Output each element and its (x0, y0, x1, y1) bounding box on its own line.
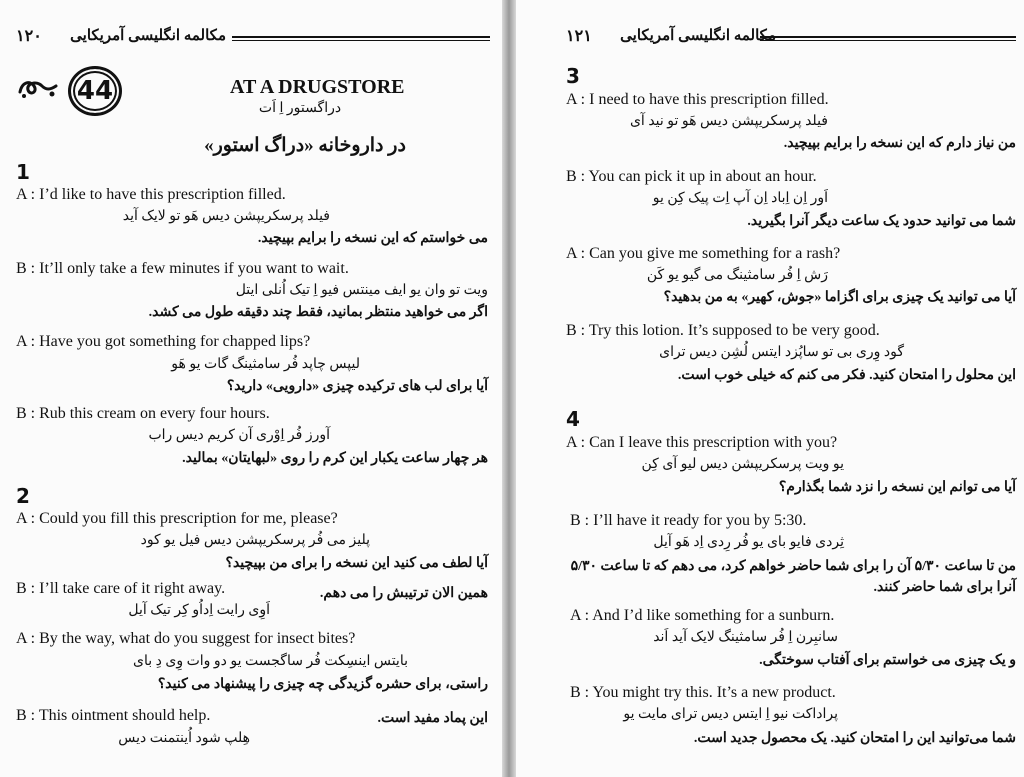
dialogue-transliteration: بایتس اینسِکت فُر ساگجست یو دو وات وِی دِ بای (133, 654, 408, 669)
dialogue-english: A : I need to have this prescription filled. (566, 91, 829, 108)
left-page-header (0, 26, 502, 48)
running-title: مکالمه انگلیسی آمریکایی (620, 28, 776, 44)
lesson-title-transliteration: دراگستور اِ اَت (258, 101, 342, 116)
dialogue-persian: این پماد مفید است. (377, 711, 488, 726)
section-number: 4 (566, 407, 580, 431)
dialogue-persian: آیا می توانم این نسخه را نزد شما بگذارم؟ (778, 480, 1016, 495)
left-page (0, 0, 502, 777)
dialogue-transliteration: ثِردی فایو بای یو فُر رِدی اِد هَو آیل (653, 535, 844, 550)
dialogue-persian: این محلول را امتحان کنید. فکر می کنم که خیلی خوب است. (677, 368, 1016, 383)
lesson-title: AT A DRUGSTORE (230, 76, 405, 98)
dialogue-persian: می خواستم که این نسخه را برایم بپیچید. (257, 231, 488, 246)
dialogue-persian: آیا می توانید یک چیزی برای اگزاما «جوش، کهیر» به من بدهید؟ (663, 290, 1016, 305)
dialogue-persian: من نیاز دارم که این نسخه را برایم بپیچید. (783, 136, 1016, 151)
dialogue-transliteration: آورز فُر اِوْری آن کریم دیس راب (148, 428, 330, 443)
right-page (516, 0, 1024, 777)
right-page-header (516, 26, 1024, 48)
dialogue-persian: آیا برای لب های ترکیده چیزی «دارویی» دارید؟ (226, 379, 488, 394)
dialogue-persian: اگر می خواهید منتظر بمانید، فقط چند دقیقه طول می کشد. (148, 305, 488, 320)
dialogue-english: A : Have you got something for chapped lips? (16, 333, 311, 350)
dialogue-transliteration: سانبِرن اِ فُر سامثینگ لایک آید اَند (653, 630, 838, 645)
dialogue-english: A : Could you fill this prescription for me, please? (16, 510, 338, 527)
lesson-number-badge: 44 (68, 66, 122, 116)
dialogue-persian: آیا لطف می کنید این نسخه را برای من بپیچید؟ (225, 556, 488, 571)
dialogue-english: B : It’ll only take a few minutes if you want to wait. (16, 260, 349, 277)
dialogue-transliteration: پراداکت نیو اِ ایتس دیس ترای مایت یو (623, 707, 838, 722)
dialogue-transliteration: پلیز می فُر پرسکریپشن دیس فیل یو کود (140, 533, 370, 548)
dialogue-english: A : And I’d like something for a sunburn. (570, 607, 835, 624)
dialogue-persian: هر چهار ساعت یکبار این کرم را روی «لبهایتان» بمالید. (182, 451, 488, 466)
dialogue-english: A : Can I leave this prescription with you? (566, 434, 838, 451)
dialogue-english: B : You might try this. It’s a new product. (570, 684, 836, 701)
page-number: ۱۲۰ (16, 28, 42, 45)
dialogue-persian: راستی، برای حشره گزیدگی چه چیزی را پیشنهاد می کنید؟ (157, 677, 488, 692)
section-number: 3 (566, 64, 580, 88)
dialogue-english: A : By the way, what do you suggest for insect bites? (16, 630, 356, 647)
dialogue-english: A : Can you give me something for a rash? (566, 245, 841, 262)
book-gutter (502, 0, 516, 777)
dialogue-english: B : I’ll have it ready for you by 5:30. (570, 512, 807, 529)
dialogue-transliteration: گود وِری بی تو ساپُزد ایتس لُشِن دیس ترای (659, 345, 904, 360)
dialogue-transliteration: هِلپ شود اُینتمنت دیس (118, 731, 250, 746)
section-number: 2 (16, 484, 30, 508)
dialogue-transliteration: لیپس چاپد فُر سامثینگ گات یو هَو (171, 357, 360, 372)
dialogue-english: B : Try this lotion. It’s supposed to be very good. (566, 322, 880, 339)
dialogue-persian: من تا ساعت ۵/۳۰ آن را برای شما حاضر خواهم کرد، می دهم که تا ساعت ۵/۳۰ آنرا برای شما حاضر کنند. (570, 559, 1016, 595)
dialogue-english: A : I’d like to have this prescription filled. (16, 186, 286, 203)
dialogue-persian: شما می‌توانید این را امتحان کنید. یک محصول جدید است. (693, 731, 1016, 746)
dialogue-english: B : Rub this cream on every four hours. (16, 405, 270, 422)
dialogue-transliteration: اَوِی رایت اِداُو کِر تیک آیل (128, 603, 270, 618)
dialogue-transliteration: ویت تو وان یو ایف مینتس فیو اِ تیک اُنلی ایتل (235, 283, 488, 298)
header-rule (760, 36, 1016, 41)
dialogue-transliteration: رَش اِ فُر سامثینگ می گیو یو کَن (646, 268, 828, 283)
dialogue-transliteration: یو ویت پرسکریپشن دیس لیو آی کِن (641, 457, 844, 472)
dialogue-transliteration: اَور اِن اِباد اِن آپ اِت پیک کِن یو (652, 191, 828, 206)
dialogue-english: B : You can pick it up in about an hour. (566, 168, 817, 185)
lesson-title-persian: در داروخانه «دراگ استور» (204, 135, 406, 156)
dialogue-english: B : I’ll take care of it right away. (16, 580, 226, 597)
ornament-icon (16, 74, 60, 104)
section-number: 1 (16, 160, 30, 184)
dialogue-persian: شما می توانید حدود یک ساعت دیگر آنرا بگیرید. (747, 214, 1016, 229)
running-title: مکالمه انگلیسی آمریکایی (70, 28, 226, 44)
header-rule (232, 36, 490, 41)
dialogue-english: B : This ointment should help. (16, 707, 211, 724)
page-number: ۱۲۱ (566, 28, 592, 45)
dialogue-transliteration: فیلد پرسکریپشن دیس هَو تو نید آی (629, 114, 828, 129)
dialogue-persian: همین الان ترتیبش را می دهم. (319, 586, 488, 601)
dialogue-persian: و یک چیزی می خواستم برای آفتاب سوختگی. (759, 653, 1016, 668)
dialogue-transliteration: فیلد پرسکریپشن دیس هَو تو لایک آید (122, 209, 330, 224)
